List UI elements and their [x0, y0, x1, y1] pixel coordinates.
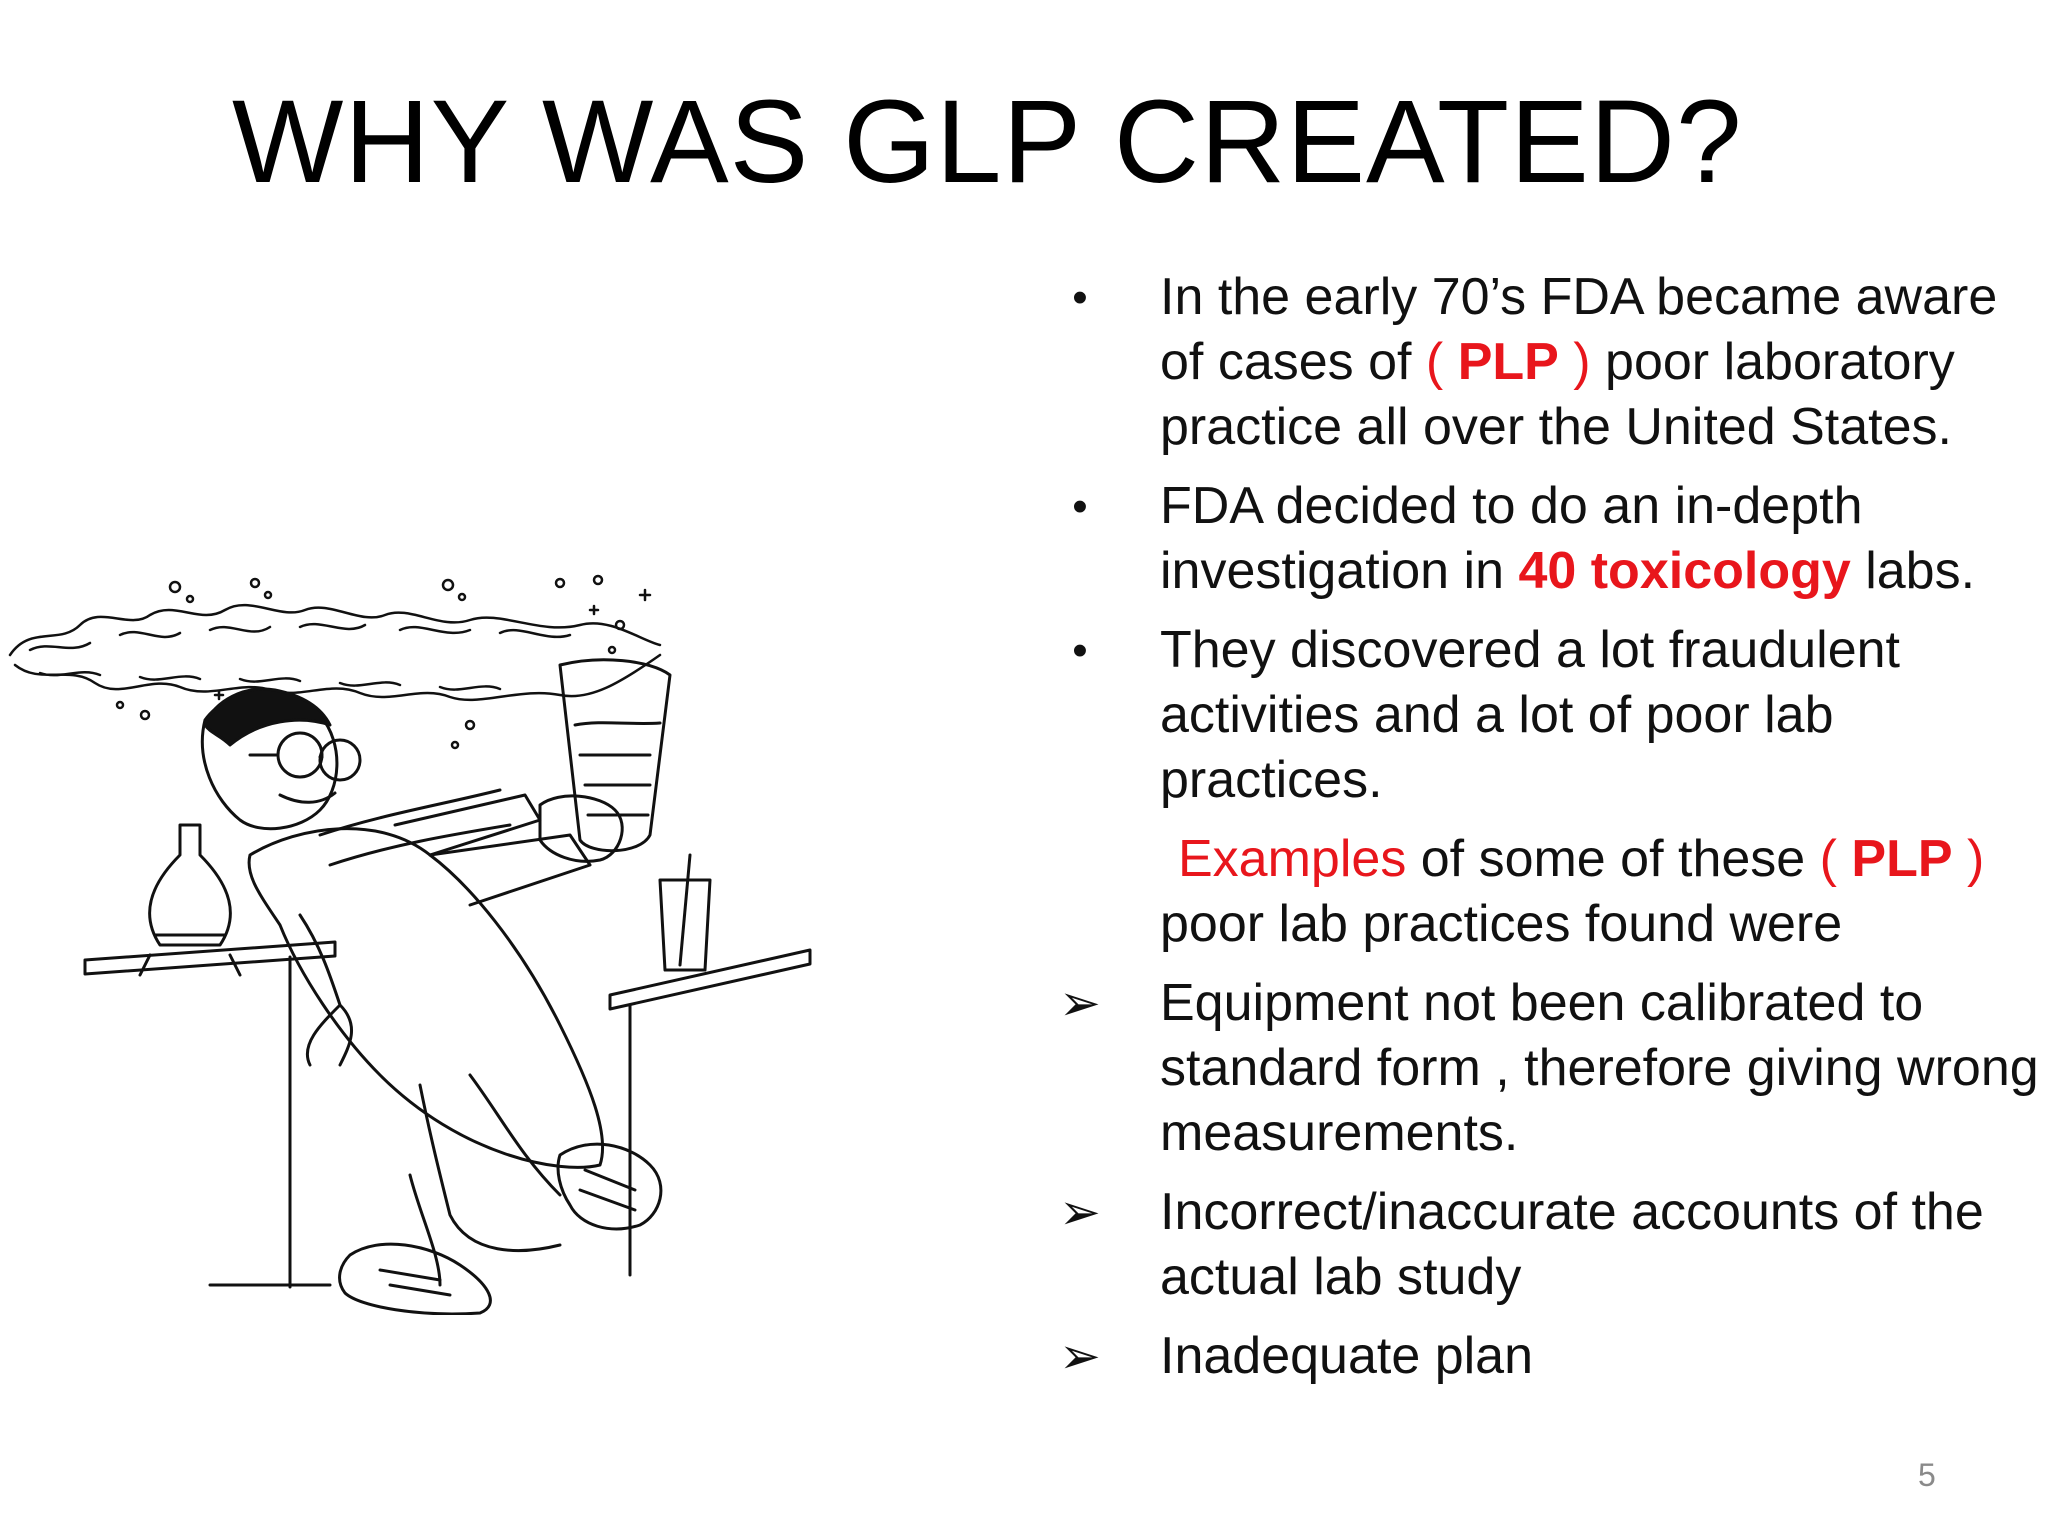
bench-left	[85, 942, 335, 1287]
page-number: 5	[1918, 1457, 1936, 1493]
bullet-dot-icon: •	[1072, 273, 1088, 322]
plp-paren-close: )	[1558, 333, 1591, 391]
toxicology-highlight: 40 toxicology	[1518, 542, 1851, 600]
scientist-head	[202, 689, 360, 829]
practice-text: Incorrect/inaccurate accounts of the actual lab study	[1160, 1183, 1984, 1306]
list-item	[1040, 1324, 2040, 1389]
plp-tag: PLP	[1457, 333, 1559, 391]
arrow-bullet-icon: ➢	[1059, 1328, 1101, 1384]
examples-label: Examples	[1178, 830, 1407, 888]
bullet-text: In the early 70’s FDA became aware of cases of ( PLP ) poor laboratory practice all over the United States.	[1160, 268, 1998, 456]
list-item	[1040, 1180, 2040, 1310]
practice-text: Equipment not been calibrated to standard form , therefore giving wrong measurements.	[1160, 974, 2039, 1162]
slide-title: WHY WAS GLP CREATED?	[232, 76, 1743, 208]
arrow-bullet-icon: ➢	[1059, 1184, 1101, 1240]
examples-note: Examples of some of these ( PLP ) poor lab practices found were	[1160, 830, 1985, 953]
plp-paren-open: (	[1425, 333, 1458, 391]
bullet-text: FDA decided to do an in-depth investigation in 40 toxicology labs.	[1160, 477, 1976, 600]
scientist-cartoon-icon	[0, 555, 830, 1315]
beaker-held	[560, 660, 670, 851]
plp-tag: PLP	[1851, 830, 1953, 888]
smoke-cloud	[10, 576, 660, 748]
legs-shoes	[340, 1075, 661, 1314]
bullet-list	[1040, 265, 2040, 1403]
list-item	[1040, 618, 2040, 813]
bench-right	[610, 855, 810, 1275]
list-item	[1040, 971, 2040, 1166]
arrow-bullet-icon: ➢	[1059, 975, 1101, 1031]
bullet-text: They discovered a lot fraudulent activities and a lot of poor lab practices.	[1160, 621, 1900, 809]
list-item	[1040, 265, 2040, 460]
practice-text: Inadequate plan	[1160, 1327, 1534, 1385]
bullet-dot-icon: •	[1072, 482, 1088, 531]
bullet-dot-icon: •	[1072, 626, 1088, 675]
list-item	[1040, 474, 2040, 604]
